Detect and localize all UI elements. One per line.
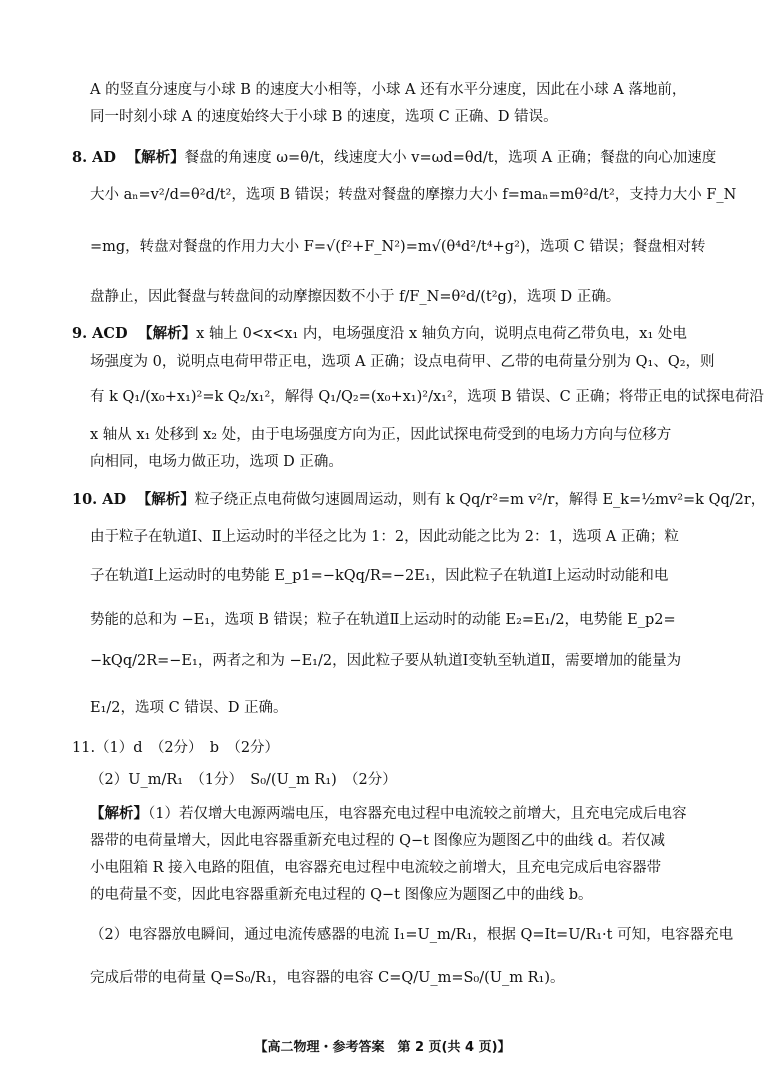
text-line: E₁/2，选项 C 错误、D 正确。 — [90, 700, 288, 716]
text-line: 子在轨道Ⅰ上运动时的电势能 E_p1=−kQq/R=−2E₁，因此粒子在轨道Ⅰ上运动时动能和电 — [90, 568, 669, 584]
question-9 — [72, 324, 687, 344]
q9-tag: 【解析】 — [138, 325, 197, 342]
text-line: 同一时刻小球 A 的速度始终大于小球 B 的速度，选项 C 正确、D 错误。 — [90, 109, 558, 125]
text-line: 粒子绕正点电荷做匀速圆周运动，则有 k Qq/r²=m v²/r，解得 E_k=½mv²=k Qq/2r， — [194, 492, 765, 508]
text-line: 势能的总和为 −E₁，选项 B 错误；粒子在轨道Ⅱ上运动时的动能 E₂=E₁/2，电势能 E_p2= — [90, 612, 676, 628]
text-line: 的电荷量不变，因此电容器重新充电过程的 Q−t 图像应为题图乙中的曲线 b。 — [90, 887, 593, 903]
page-footer: 【高二物理・参考答案 第 2 页(共 4 页)】 — [254, 1040, 511, 1055]
text-line: 餐盘的角速度 ω=θ/t，线速度大小 v=ωd=θd/t，选项 A 正确；餐盘的向心加速度 — [184, 150, 717, 166]
text-line: 大小 aₙ=v²/d=θ²d/t²，选项 B 错误；转盘对餐盘的摩擦力大小 f=maₙ=mθ²d/t²，支持力大小 F_N — [90, 187, 737, 203]
q11-analysis — [90, 804, 700, 824]
q10-answer: 10. AD — [72, 491, 127, 508]
text-line: 由于粒子在轨道Ⅰ、Ⅱ上运动时的半径之比为 1：2，因此动能之比为 2：1，选项 A 正确；粒 — [90, 529, 679, 545]
text-line: 盘静止，因此餐盘与转盘间的动摩擦因数不小于 f/F_N=θ²d/(t²g)，选项 D 正确。 — [90, 289, 621, 305]
q9-answer: 9. ACD — [72, 325, 128, 342]
text-line: 向相同，电场力做正功，选项 D 正确。 — [90, 454, 343, 470]
q11-tag: 【解析】 — [90, 805, 148, 822]
text-line: =mg，转盘对餐盘的作用力大小 F=√(f²+F_N²)=m√(θ⁴d²/t⁴+g²)，选项 C 错误；餐盘相对转 — [90, 239, 706, 255]
text-line: （2）电容器放电瞬间，通过电流传感器的电流 I₁=U_m/R₁，根据 Q=It=U/R₁·t 可知，电容器充电 — [90, 927, 734, 943]
text-line: A 的竖直分速度与小球 B 的速度大小相等，小球 A 还有水平分速度，因此在小球 A 落地前， — [90, 82, 687, 98]
text-line: 小电阻箱 R 接入电路的阻值，电容器充电过程中电流较之前增大，且充电完成后电容器带 — [90, 860, 662, 876]
question-8 — [72, 148, 717, 168]
text-line: 有 k Q₁/(x₀+x₁)²=k Q₂/x₁²，解得 Q₁/Q₂=(x₀+x₁)²/x₁²，选项 B 错误、C 正确；将带正电的试探电荷沿 — [90, 389, 764, 405]
question-11-part2: （2）U_m/R₁ （1分） S₀/(U_m R₁) （2分） — [90, 772, 397, 788]
q10-tag: 【解析】 — [136, 491, 195, 508]
text-line: （1）若仅增大电源两端电压，电容器充电过程中电流较之前增大，且充电完成后电容 — [148, 806, 687, 822]
text-line: x 轴从 x₁ 处移到 x₂ 处，由于电场强度方向为正，因此试探电荷受到的电场力方向与位移方 — [90, 427, 672, 443]
text-line: 器带的电荷量增大，因此电容器重新充电过程的 Q−t 图像应为题图乙中的曲线 d。若仅减 — [90, 833, 665, 849]
text-line: x 轴上 0<x<x₁ 内，电场强度沿 x 轴负方向，说明点电荷乙带负电，x₁ 处电 — [196, 326, 687, 342]
question-11-part1: 11.（1）d （2分） b （2分） — [72, 740, 280, 756]
text-line: −kQq/2R=−E₁，两者之和为 −E₁/2，因此粒子要从轨道Ⅰ变轨至轨道Ⅱ，需要增加的能量为 — [90, 653, 682, 669]
q8-answer: 8. AD — [72, 149, 117, 166]
question-10 — [72, 490, 765, 510]
text-line: 完成后带的电荷量 Q=S₀/R₁，电容器的电容 C=Q/U_m=S₀/(U_m R₁)。 — [90, 970, 565, 986]
q8-tag: 【解析】 — [126, 149, 185, 166]
text-line: 场强度为 0，说明点电荷甲带正电，选项 A 正确；设点电荷甲、乙带的电荷量分别为 Q₁、Q₂，则 — [90, 354, 715, 370]
